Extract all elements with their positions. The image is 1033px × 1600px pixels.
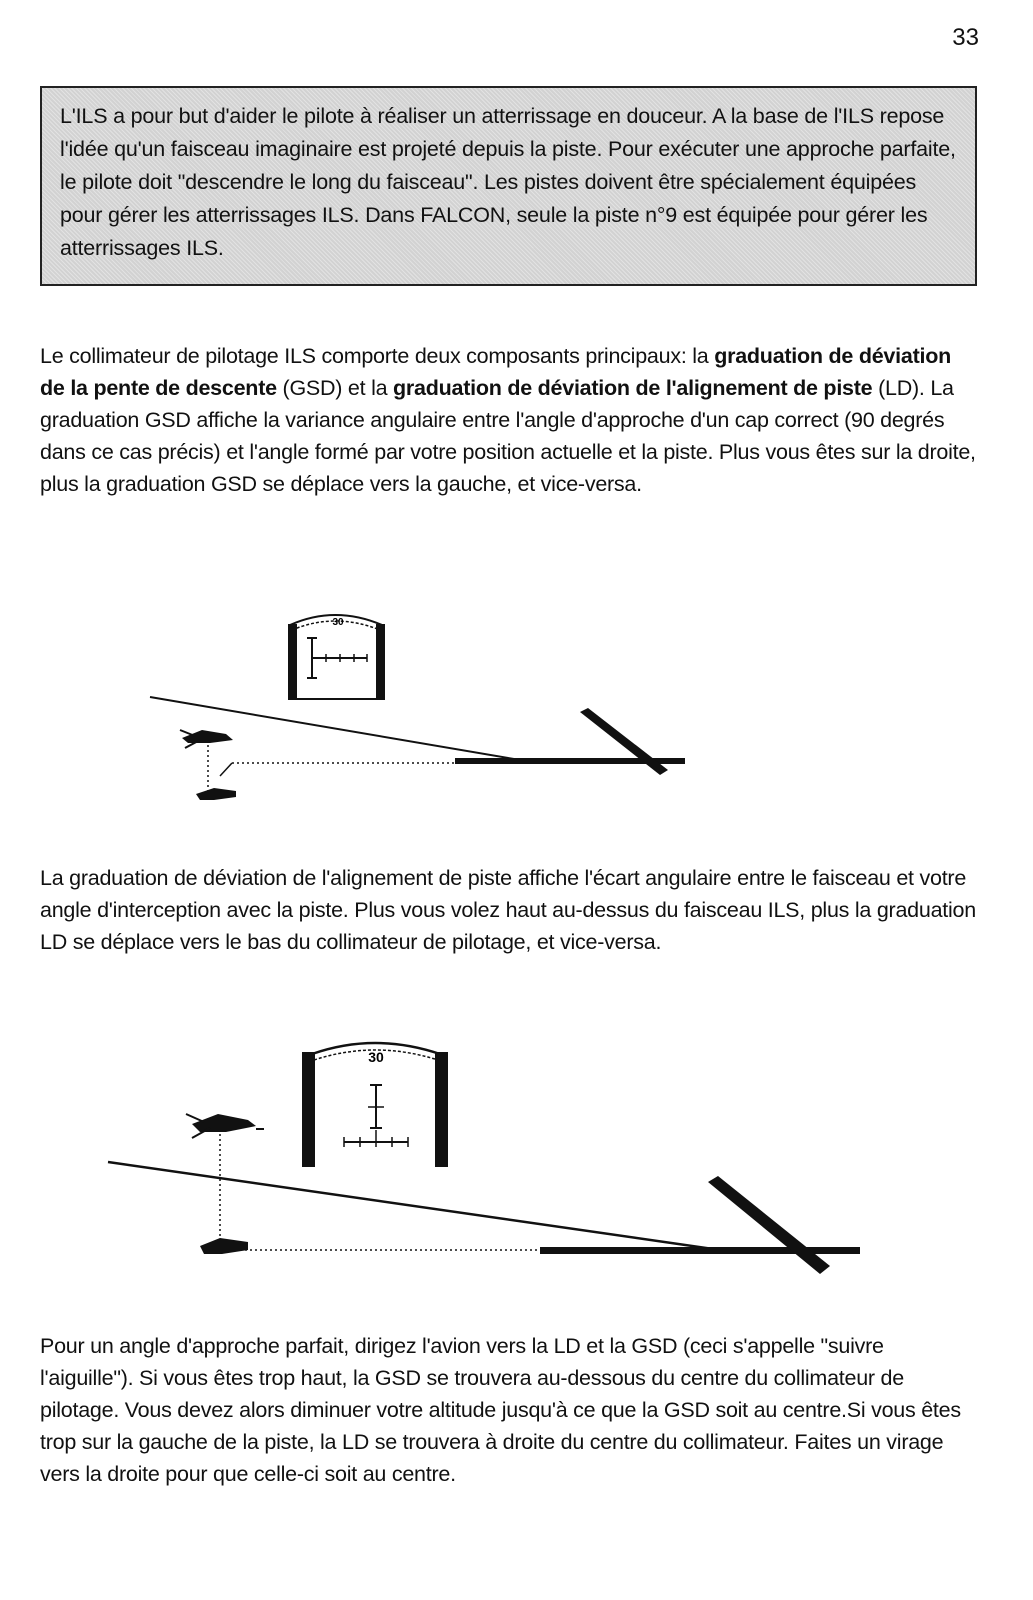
aircraft-icon bbox=[180, 730, 233, 748]
para1-bold-gsd: graduation de déviation de la pente de descente bbox=[40, 344, 951, 400]
paragraph-ils-components bbox=[40, 340, 980, 500]
aircraft-icon bbox=[186, 1114, 264, 1138]
ils-diagram-vertical bbox=[100, 1030, 870, 1295]
para2-text: La graduation de déviation de l'alignement de piste affiche l'écart angulaire entre le faisceau et votre angle d'interception avec la piste. Plus vous volez haut au-dessus du faisceau ILS, plus la graduation LD se déplace vers le bas du collimateur de pilotage, et vice-versa. bbox=[40, 866, 976, 954]
para1-text-2: (GSD) et la bbox=[276, 376, 394, 400]
para3-text: Pour un angle d'approche parfait, dirigez l'avion vers la LD et la GSD (ceci s'appelle "suivre l'aiguille"). Si vous êtes trop haut, la GSD se trouvera au-dessous du centre du collimateur de pilotage. Vous devez alors diminuer votre altitude jusqu'à ce que la GSD soit au centre.Si vous êtes trop sur la gauche de la piste, la LD se trouvera à droite du centre du collimateur. Faites un virage vers la droite pour que celle-ci soit au centre. bbox=[40, 1334, 961, 1486]
hud-icon bbox=[302, 1043, 448, 1167]
paragraph-follow-needle bbox=[40, 1330, 980, 1490]
runway-shape bbox=[455, 708, 685, 775]
aircraft-shadow-icon bbox=[200, 1238, 248, 1254]
para1-text-1: Le collimateur de pilotage ILS comporte deux composants principaux: la bbox=[40, 344, 715, 368]
paragraph-ld-deviation bbox=[40, 862, 980, 958]
runway-shape bbox=[540, 1176, 860, 1274]
intro-text: L'ILS a pour but d'aider le pilote à réaliser un atterrissage en douceur. A la base de l'ILS repose l'idée qu'un faisceau imaginaire est projeté depuis la piste. Pour exécuter une approche parfaite, le pilote doit "descendre le long du faisceau". Les pistes doivent être spécialement équipées pour gérer les atterrissages ILS. Dans FALCON, seule la piste n°9 est équipée pour gérer les atterrissages ILS. bbox=[60, 104, 956, 260]
glide-beam-line bbox=[150, 697, 520, 760]
glide-beam-line bbox=[108, 1162, 720, 1250]
hud-heading-label: 30 bbox=[368, 1049, 384, 1065]
para1-bold-ld: graduation de déviation de l'alignement de piste bbox=[393, 376, 873, 400]
page-number: 33 bbox=[952, 24, 979, 51]
aircraft-shadow-icon bbox=[196, 788, 236, 800]
hud-icon bbox=[288, 615, 385, 700]
hud-heading-label: 30 bbox=[332, 617, 344, 628]
ils-diagram-lateral bbox=[140, 600, 700, 815]
intro-box bbox=[40, 86, 977, 286]
para1-text-3: (LD). La graduation GSD affiche la variance angulaire entre l'angle d'approche d'un cap correct (90 degrés dans ce cas précis) et l'angle formé par votre position actuelle et la piste. Plus vous êtes sur la droite, plus la graduation GSD se déplace vers la gauche, et vice-versa. bbox=[40, 376, 976, 496]
